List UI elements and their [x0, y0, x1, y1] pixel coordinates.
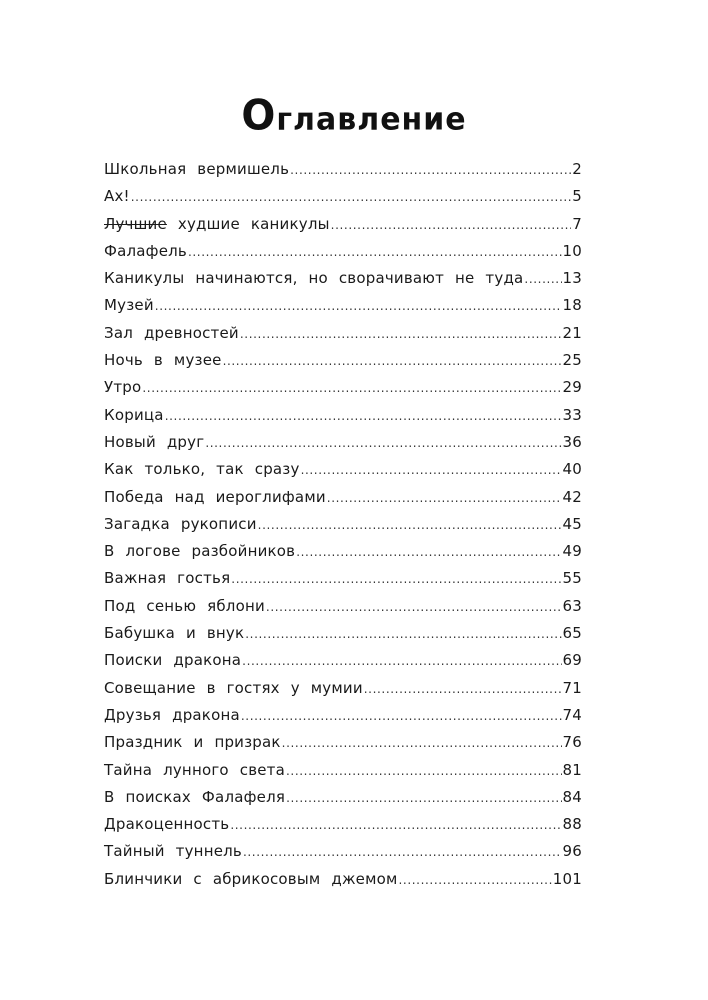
- toc-entry-title: [104, 488, 326, 506]
- toc-entry-title: [104, 597, 265, 615]
- toc-dot-leader: [240, 327, 562, 341]
- toc-entry-title: [104, 842, 242, 860]
- toc-entry-title: [104, 324, 239, 342]
- toc-entry-page-number: 21: [562, 323, 582, 342]
- toc-entry: [104, 351, 582, 378]
- toc-entry-page-number: 40: [562, 460, 582, 479]
- toc-entry-page-number: 71: [562, 678, 582, 697]
- toc-dot-leader: [241, 709, 562, 723]
- toc-entry-title: [104, 378, 141, 396]
- toc-dot-leader: [223, 354, 562, 368]
- toc-entry-title: [104, 651, 241, 669]
- toc-dot-leader: [327, 491, 562, 505]
- toc-entry-page-number: 13: [562, 269, 582, 288]
- toc-dot-leader: [290, 163, 571, 177]
- toc-dot-leader: [266, 600, 562, 614]
- toc-entry-title-text: Фалафель: [104, 241, 187, 260]
- toc-entry-title: [104, 351, 222, 369]
- toc-entry-page-number: 29: [562, 378, 582, 397]
- toc-dot-leader: [165, 409, 562, 423]
- toc-dot-leader: [131, 190, 571, 204]
- toc-dot-leader: [258, 518, 562, 532]
- toc-entry-title-text: Школьная вермишель: [104, 160, 290, 178]
- page-title-initial: О: [241, 91, 277, 141]
- toc-dot-leader: [155, 299, 562, 313]
- toc-entry-page-number: 45: [562, 514, 582, 533]
- toc-entry-title: [104, 242, 187, 260]
- toc-entry-title: [104, 706, 240, 724]
- toc-entry: [104, 679, 582, 706]
- toc-entry-page-number: 5: [572, 187, 582, 206]
- toc-entry-title-text: Праздник и призрак: [104, 733, 281, 752]
- toc-dot-leader: [296, 545, 561, 559]
- toc-entry-page-number: 84: [562, 787, 582, 806]
- toc-dot-leader: [243, 845, 562, 859]
- toc-entry-page-number: 96: [562, 842, 582, 861]
- toc-dot-leader: [142, 381, 561, 395]
- toc-dot-leader: [230, 818, 561, 832]
- toc-entry-title: [104, 433, 204, 451]
- toc-entry: [104, 378, 582, 405]
- toc-entry-struck-word: Лучшие: [104, 214, 167, 233]
- toc-entry: [104, 515, 582, 542]
- toc-entry: [104, 406, 582, 433]
- page-title: [0, 92, 708, 140]
- toc-entry-page-number: 36: [562, 432, 582, 451]
- toc-entry-page-number: 76: [562, 733, 582, 752]
- toc-entry-title-text: Утро: [104, 378, 142, 397]
- toc-dot-leader: [301, 463, 562, 477]
- toc-entry: [104, 324, 582, 351]
- toc-entry-title-text: Бабушка и внук: [104, 624, 245, 643]
- toc-entry-page-number: 74: [562, 705, 582, 724]
- toc-entry-title-text: Новый друг: [104, 432, 205, 451]
- toc-entry: [104, 433, 582, 460]
- toc-entry: [104, 160, 582, 187]
- toc-entry-title: [104, 542, 295, 560]
- toc-dot-leader: [242, 654, 561, 668]
- toc-entry-title: [104, 460, 300, 478]
- toc-entry-title: [104, 679, 363, 697]
- toc-dot-leader: [282, 736, 562, 750]
- toc-entry-title-text: Важная гостья: [104, 569, 231, 588]
- toc-dot-leader: [399, 873, 552, 887]
- toc-entry-title-text: Тайный туннель: [104, 842, 242, 861]
- table-of-contents: [104, 160, 582, 897]
- toc-dot-leader: [188, 245, 562, 259]
- toc-entry-title-text: Друзья дракона: [104, 705, 240, 724]
- toc-dot-leader: [524, 272, 561, 286]
- toc-entry-page-number: 2: [572, 160, 582, 178]
- toc-entry-title-text: В поисках Фалафеля: [104, 787, 286, 806]
- toc-entry-title-text: Ночь в музее: [104, 351, 222, 370]
- toc-dot-leader: [245, 627, 561, 641]
- toc-entry-title: [104, 761, 285, 779]
- toc-entry: [104, 488, 582, 515]
- toc-entry-page-number: 88: [562, 815, 582, 834]
- toc-entry: [104, 242, 582, 269]
- toc-entry: [104, 597, 582, 624]
- toc-entry-title: [104, 624, 244, 642]
- toc-entry-title: [104, 269, 523, 287]
- toc-dot-leader: [286, 791, 561, 805]
- toc-entry-page-number: 42: [562, 487, 582, 506]
- toc-entry: [104, 542, 582, 569]
- toc-dot-leader: [331, 218, 572, 232]
- toc-entry: [104, 624, 582, 651]
- toc-entry-title-text: Совещание в гостях у мумии: [104, 678, 363, 697]
- toc-entry-title-text: Зал древностей: [104, 323, 239, 342]
- toc-entry-title: [104, 569, 230, 587]
- toc-entry: [104, 870, 582, 897]
- page-title-rest: главление: [276, 101, 467, 139]
- toc-entry: [104, 706, 582, 733]
- toc-entry: [104, 296, 582, 323]
- toc-entry: [104, 761, 582, 788]
- toc-entry-page-number: 55: [562, 569, 582, 588]
- toc-entry: [104, 733, 582, 760]
- toc-dot-leader: [286, 764, 562, 778]
- toc-entry-title-text: Музей: [104, 296, 154, 315]
- toc-entry-title-text: худшие каникулы: [177, 214, 330, 233]
- toc-entry-title: [104, 815, 229, 833]
- toc-entry-page-number: 81: [562, 760, 582, 779]
- toc-entry-title: [104, 187, 130, 205]
- toc-entry-title: [104, 160, 289, 178]
- toc-dot-leader: [205, 436, 561, 450]
- toc-entry-title-text: Ах!: [104, 187, 130, 206]
- toc-entry-title-text: Каникулы начинаются, но сворачивают не туда: [104, 269, 524, 288]
- toc-entry-page-number: 63: [562, 596, 582, 615]
- toc-entry: [104, 815, 582, 842]
- toc-entry-title-text: Дракоценность: [104, 815, 230, 834]
- toc-dot-leader: [364, 682, 562, 696]
- toc-entry-page-number: 18: [562, 296, 582, 315]
- toc-entry-title: [104, 296, 154, 314]
- toc-entry-page-number: 101: [552, 869, 582, 888]
- toc-entry: [104, 788, 582, 815]
- toc-entry-page-number: 25: [562, 351, 582, 370]
- toc-entry-title-text: Под сенью яблони: [104, 596, 265, 615]
- toc-entry-title: [104, 733, 281, 751]
- toc-entry-page-number: 10: [562, 241, 582, 260]
- toc-entry-title-text: Как только, так сразу: [104, 460, 300, 479]
- toc-entry: [104, 187, 582, 214]
- toc-entry-title-text: Поиски дракона: [104, 651, 242, 670]
- toc-entry-title: [104, 215, 330, 233]
- toc-entry-title-text: Блинчики с абрикосовым джемом: [104, 869, 398, 888]
- toc-entry: [104, 651, 582, 678]
- toc-entry-page-number: 69: [562, 651, 582, 670]
- toc-entry-page-number: 65: [562, 624, 582, 643]
- toc-entry: [104, 842, 582, 869]
- toc-entry-page-number: 7: [572, 214, 582, 233]
- toc-entry-title-text: В логове разбойников: [104, 542, 296, 561]
- toc-entry: [104, 569, 582, 596]
- toc-entry-page-number: 33: [562, 405, 582, 424]
- toc-entry-page-number: 49: [562, 542, 582, 561]
- toc-entry-title-text: Корица: [104, 405, 164, 424]
- toc-entry: [104, 269, 582, 296]
- toc-entry-title: [104, 788, 285, 806]
- toc-entry-title: [104, 515, 257, 533]
- toc-entry-title: [104, 406, 164, 424]
- toc-entry-title: [104, 870, 398, 888]
- toc-entry-title-text: Тайна лунного света: [104, 760, 285, 779]
- toc-entry-title-text: Загадка рукописи: [104, 514, 257, 533]
- toc-entry: [104, 215, 582, 242]
- toc-entry-title-text: Победа над иероглифами: [104, 487, 326, 506]
- toc-entry: [104, 460, 582, 487]
- toc-dot-leader: [231, 572, 561, 586]
